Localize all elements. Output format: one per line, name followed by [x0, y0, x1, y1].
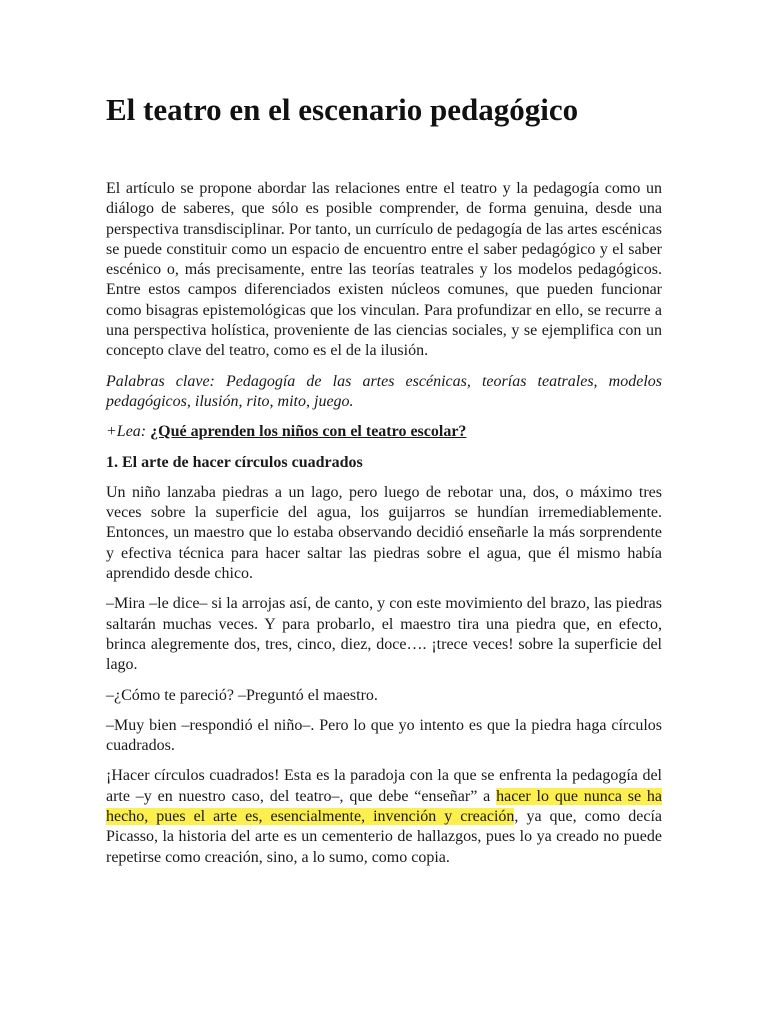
story-paragraph-4: –Muy bien –respondió el niño–. Pero lo que yo intento es que la piedra haga círculos cuadrados.	[106, 716, 662, 755]
page-title: El teatro en el escenario pedagógico	[106, 92, 579, 127]
final-after: , ya que, como decía Picasso, la historia del arte es un cementerio de hallazgos, pues lo ya creado no puede repetirse como creación, sino, a lo sumo, como copia.	[106, 808, 662, 866]
related-article-link[interactable]: ¿Qué aprenden los niños con el teatro escolar?	[150, 423, 467, 441]
final-before: ¡Hacer círculos cuadrados! Esta es la paradoja con la que se enfrenta la pedagogía del arte –y en nuestro caso, del teatro–, que debe “enseñar” a	[106, 767, 662, 805]
story-paragraph-2: –Mira –le dice– si la arrojas así, de canto, y con este movimiento del brazo, las piedras saltarán muchas veces. Y para probarlo, el maestro tira una piedra que, en efecto, brinca alegremente dos, tres, cinco, diez, doce…. ¡trece veces! sobre la superficie del lago.	[106, 595, 662, 674]
related-link-line	[106, 422, 662, 442]
final-paragraph	[106, 766, 662, 867]
abstract-paragraph: El artículo se propone abordar las relaciones entre el teatro y la pedagogía como un diálogo de saberes, que sólo es posible comprender, de forma genuina, desde una perspectiva transdisciplinar. Por tanto, un currículo de pedagogía de las artes escénicas se puede constituir como un espacio de encuentro entre el saber pedagógico y el saber escénico o, más precisamente, entre las teorías teatrales y los modelos pedagógicos. Entre estos campos diferenciados existen núcleos comunes, que pueden funcionar como bisagras epistemológicas que los vinculan. Para profundizar en ello, se recurre a una perspectiva holística, proveniente de las ciencias sociales, y se ejemplifica con un concepto clave del teatro, como es el de la ilusión.	[106, 180, 662, 360]
highlighted-text: hacer lo que nunca se ha hecho, pues el arte es, esencialmente, invención y creación	[106, 787, 663, 826]
document-body	[106, 179, 662, 878]
story-paragraph-1: Un niño lanzaba piedras a un lago, pero luego de rebotar una, dos, o máximo tres veces sobre la superficie del agua, los guijarros se hundían irremediablemente. Entonces, un maestro que lo estaba observando decidió enseñarle la más sorprendente y efectiva técnica para hacer saltar las piedras sobre el agua, que él mismo había aprendido desde chico.	[106, 483, 662, 583]
lea-prefix: +Lea:	[106, 423, 147, 441]
keywords-paragraph: Palabras clave: Pedagogía de las artes escénicas, teorías teatrales, modelos pedagógicos, ilusión, rito, mito, juego.	[106, 372, 662, 410]
section-heading: 1. El arte de hacer círculos cuadrados	[106, 453, 363, 471]
story-paragraph-3: –¿Cómo te pareció? –Preguntó el maestro.	[106, 686, 378, 704]
